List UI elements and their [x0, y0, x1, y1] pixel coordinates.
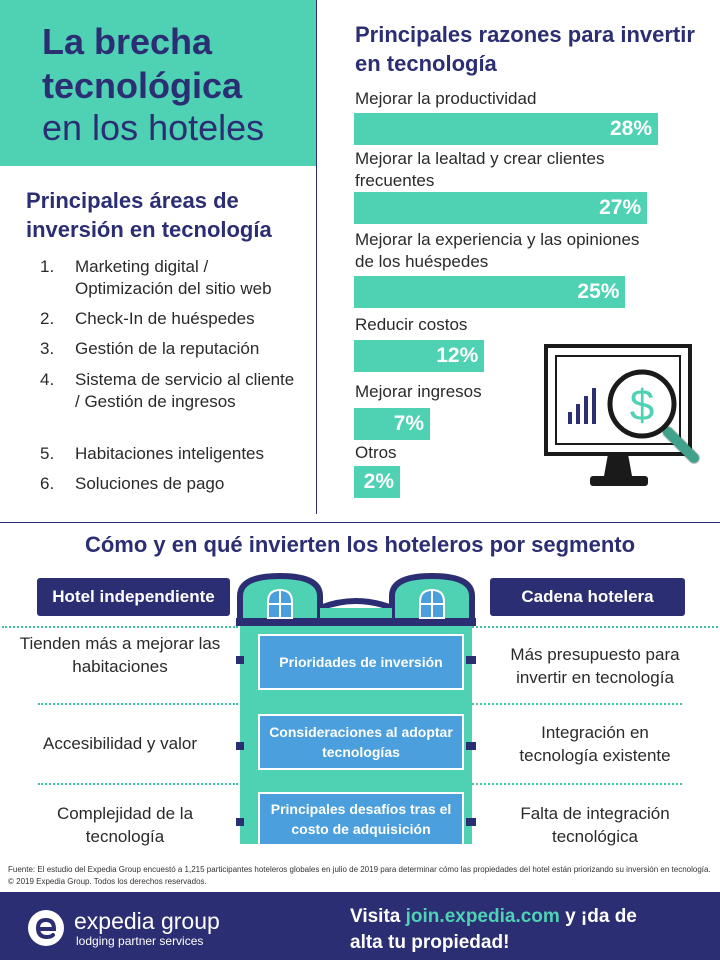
divider-dotted [38, 703, 238, 705]
divider-dotted [472, 703, 682, 705]
reason-label: Mejorar la experiencia y las opiniones de los huéspedes [355, 230, 640, 271]
reason-value: 25% [577, 280, 620, 303]
reason-label: Reducir costos [355, 315, 468, 334]
page-title-line1: La brecha [42, 21, 213, 62]
brand-tagline: lodging partner services [76, 934, 204, 948]
expedia-logo-icon [28, 910, 64, 946]
area-text: Gestión de la reputación [75, 339, 260, 358]
reason-bar [354, 408, 430, 440]
cta-suffix: y ¡da de [559, 906, 637, 927]
chain-row-3: Falta de integración tecnológica [520, 804, 670, 846]
area-item-6 [40, 473, 300, 495]
divider-dotted [472, 626, 718, 628]
page-title-line2: tecnológica [42, 65, 243, 106]
reason-bar [354, 276, 625, 308]
chain-row-1: Más presupuesto para invertir en tecnología [510, 645, 680, 687]
area-text: Check-In de huéspedes [75, 309, 255, 328]
independent-hotel-label: Hotel independiente [37, 578, 230, 616]
center-box-priorities: Prioridades de inversión [258, 634, 464, 690]
area-text: Sistema de servicio al cliente / Gestión de ingresos [75, 370, 295, 411]
independent-row-2: Accesibilidad y valor [42, 734, 197, 753]
area-item-4 [40, 369, 300, 413]
divider-dotted [2, 626, 238, 628]
area-text: Marketing digital / Optimización del sitio web [75, 257, 272, 298]
reason-value: 7% [393, 412, 424, 435]
reason-bar [354, 192, 647, 224]
reason-bar [354, 113, 658, 145]
cta-link[interactable]: join.expedia.com [405, 906, 560, 927]
reason-value: 28% [609, 117, 652, 140]
reason-bar [354, 466, 400, 498]
area-item-2 [40, 308, 300, 330]
divider-dotted [472, 783, 682, 785]
cta-line1 [350, 904, 637, 930]
reason-value: 2% [363, 470, 394, 493]
vertical-divider [316, 0, 317, 514]
area-item-3 [40, 338, 300, 360]
source-note: Fuente: El estudio del Expedia Group encuestó a 1,215 participantes hoteleros globales en julio de 2019 para determinar cómo las propiedades del hotel están priorizando su inversión en tecnología. © 2019 Expedia Group. Todos los derechos reservados. [8, 865, 711, 886]
reason-value: 27% [599, 196, 642, 219]
area-number: 2. [40, 309, 55, 328]
svg-text:$: $ [629, 381, 655, 430]
area-item-5 [40, 443, 300, 465]
divider-dotted [38, 783, 238, 785]
reason-value: 12% [436, 344, 479, 367]
area-text: Soluciones de pago [75, 474, 225, 493]
areas-heading: Principales áreas de inversión en tecnología [26, 188, 272, 242]
arched-window-icon [420, 590, 444, 618]
area-number: 4. [40, 370, 55, 389]
segment-heading: Cómo y en qué invierten los hoteleros por segmento [84, 532, 636, 557]
section-divider [0, 522, 720, 523]
reasons-heading: Principales razones para invertir en tecnología [355, 22, 695, 76]
cta-line2: alta tu propiedad! [350, 932, 510, 953]
area-number: 1. [40, 257, 55, 276]
area-number: 6. [40, 474, 55, 493]
area-number: 5. [40, 444, 55, 463]
reason-label: Mejorar la productividad [355, 89, 537, 108]
brand-name: expedia group [74, 908, 220, 934]
independent-row-3: Complejidad de la tecnología [56, 804, 194, 846]
reason-label: Mejorar la lealtad y crear clientes frecuentes [355, 149, 605, 190]
reason-bar [354, 340, 484, 372]
reason-label: Otros [355, 443, 397, 462]
area-text: Habitaciones inteligentes [75, 444, 265, 463]
page-title-line3: en los hoteles [42, 107, 265, 148]
chain-row-2: Integración en tecnología existente [519, 723, 671, 765]
center-box-considerations: Consideraciones al adoptar tecnologías [258, 714, 464, 770]
reason-label: Mejorar ingresos [355, 382, 482, 401]
cta-prefix: Visita [350, 906, 406, 927]
area-item-1 [40, 256, 300, 300]
monitor-dollar-magnifier-icon [544, 344, 704, 497]
area-number: 3. [40, 339, 55, 358]
hotel-chain-label: Cadena hotelera [490, 578, 685, 616]
independent-row-1: Tienden más a mejorar las habitaciones [19, 634, 221, 676]
center-box-challenges: Principales desafíos tras el costo de adquisición [258, 792, 464, 846]
arched-window-icon [268, 590, 292, 618]
